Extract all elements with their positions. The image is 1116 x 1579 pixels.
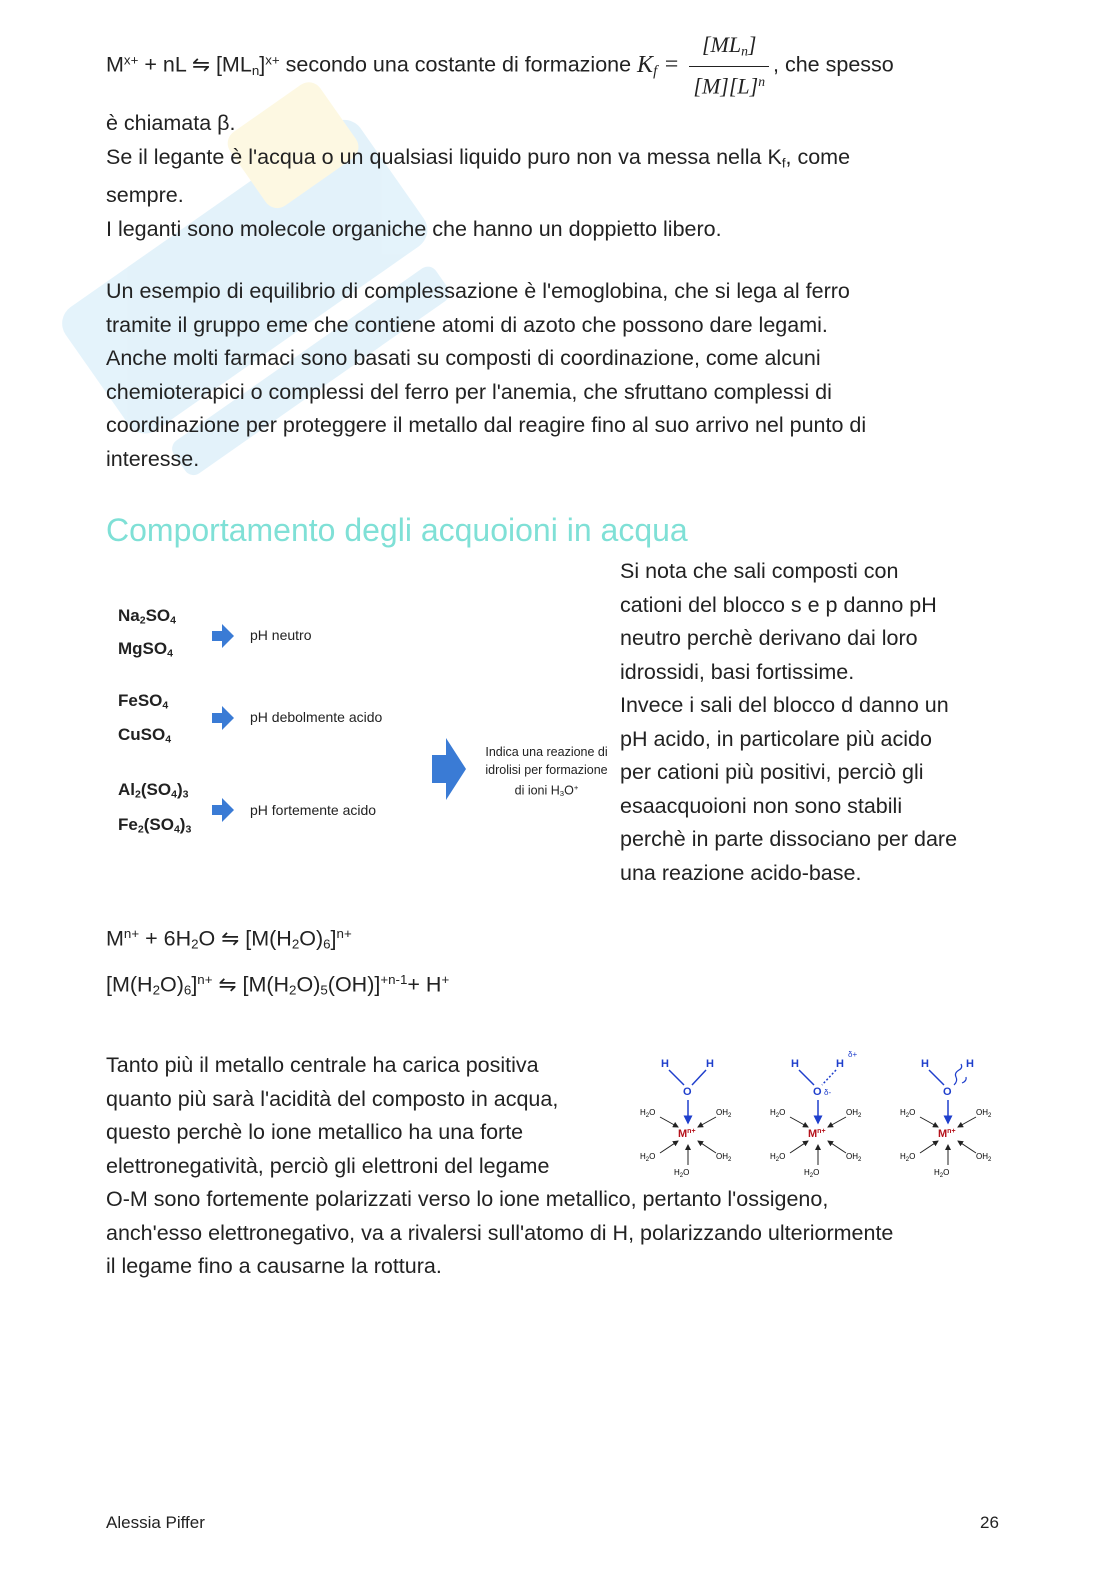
arrow-right-icon: [212, 706, 234, 730]
svg-text:H: H: [791, 1058, 799, 1070]
svg-text:OH2: $OH_2$: [716, 1152, 732, 1163]
svg-text:OH2: $OH_2$: [846, 1152, 862, 1163]
label-ph-strong-acid: pH fortemente acido: [250, 802, 377, 818]
svg-text:O: O: [943, 1086, 952, 1098]
svg-text:H2O: $H_2O$: [900, 1108, 916, 1119]
salt-fe2so43: $Fe_2(SO_4)_3$: [118, 815, 192, 836]
formation-equation-line: $M^{x+}$ + nL ⇋ $[ML_n]^{x+}$ secondo una costante di formazione $K_f$ = $\frac{[ML_n]}{[M][L]^n}$ , che spesso: [106, 30, 894, 102]
big-arrow-right-icon: [432, 738, 466, 800]
label-ph-neutral: pH neutro: [250, 627, 312, 643]
svg-text:H: H: [921, 1058, 929, 1070]
acidity-paragraph-wrap: Tanto più il metallo centrale ha carica positiva quanto più sarà l'acidità del composto in acqua, questo perchè lo ione metallico ha una forte elettronegatività, perciò gli elettroni del legame: [106, 1053, 559, 1178]
svg-text:OH2: $OH_2$: [976, 1108, 992, 1119]
svg-text:H2O: $H_2O$: [804, 1168, 820, 1179]
svg-text:H: H: [706, 1058, 714, 1070]
svg-text:δ+: δ+: [848, 1050, 858, 1059]
svg-text:OH2: $OH_2$: [976, 1152, 992, 1163]
svg-text:O: O: [683, 1086, 692, 1098]
svg-text:H2O: $H_2O$: [640, 1108, 656, 1119]
svg-text:H2O: $H_2O$: [770, 1108, 786, 1119]
hydrolysis-note: Indica una reazione di idrolisi per formazione di ioni $H_3O^+$: [485, 745, 608, 799]
complexation-paragraph: Un esempio di equilibrio di complessazione è l'emoglobina, che si lega al ferro tramite il gruppo eme che contiene atomi di azoto che possono dare legami. Anche molti farmaci sono basati su composti di coordinazione, come alcuni chemioterapici o complessi del ferro per l'anemia, che sfruttano complessi di coordinazione per proteggere il metallo dal reagire fino al suo arrivo nel punto di interesse.: [106, 279, 867, 471]
svg-text:H2O: $H_2O$: [770, 1152, 786, 1163]
svg-text:H2O: $H_2O$: [640, 1152, 656, 1163]
acidity-paragraph-full: O-M sono fortemente polarizzati verso lo ione metallico, pertanto l'ossigeno, anch'esso elettronegativo, va a rivalersi sull'atomo di H, polarizzando ulteriormente il legame fino a causarne la rottura.: [106, 1187, 894, 1278]
salt-mgso4: MgSO$_4$: [118, 639, 173, 660]
svg-text:OH2: $OH_2$: [716, 1108, 732, 1119]
salts-explanation: Si nota che sali composti con cationi del blocco s e p danno pH neutro perchè derivano dai loro idrossidi, basi fortissime. Invece i sali del blocco d danno un pH acido, in particolare più acido per cationi più positivi, perciò gli esaacquoioni non sono stabili perchè in parte dissociano per dare una reazione acido-base.: [620, 559, 958, 885]
svg-text:H2O: $H_2O$: [934, 1168, 950, 1179]
complex-diagram-1: [640, 1058, 732, 1179]
label-ph-weak-acid: pH debolmente acido: [250, 709, 383, 725]
aqua-complex-diagrams: [636, 1045, 1016, 1185]
svg-text:H2O: $H_2O$: [900, 1152, 916, 1163]
svg-text:H2O: $H_2O$: [674, 1168, 690, 1179]
svg-text:Mn+: $M^{n+}$: [938, 1128, 956, 1140]
arrow-right-icon: [212, 624, 234, 648]
salt-al2so43: $Al_2(SO_4)_3$: [118, 780, 189, 801]
svg-text:H: H: [661, 1058, 669, 1070]
kf-fraction: $\frac{[ML_n]}{[M][L]^n}$: [689, 30, 769, 102]
svg-text:H: H: [836, 1058, 844, 1070]
complex-diagram-2: [770, 1050, 862, 1179]
salt-cuso4: CuSO$_4$: [118, 725, 172, 746]
footer-author: Alessia Piffer: [106, 1513, 205, 1532]
equilibrium-arrow: ⇋: [191, 52, 210, 77]
footer-page-number: 26: [980, 1513, 999, 1532]
svg-text:δ-: δ-: [824, 1088, 832, 1097]
hydrolysis-equation: $[M(H_2O)_6]^{n+}$ ⇋ $[M(H_2O)_5(OH)]^{+n-1}+ H^+$: [106, 972, 450, 998]
complex-diagram-3: [900, 1058, 992, 1179]
svg-text:Mn+: $M^{n+}$: [808, 1128, 826, 1140]
svg-text:O: O: [813, 1086, 822, 1098]
kf-symbol: $K_f$: [637, 51, 658, 80]
salt-na2so4: $Na_2SO_4$: [118, 606, 177, 627]
arrow-right-icon: [212, 798, 234, 822]
section-heading: Comportamento degli acquoioni in acqua: [106, 512, 688, 548]
hydration-equation: $M^{n+} + 6H_2O$ ⇋ $[M(H_2O)_6]^{n+}$: [106, 926, 352, 952]
intro-text: è chiamata β. Se il legante è l'acqua o un qualsiasi liquido puro non va messa nella $K_f$, come sempre. I leganti sono molecole organiche che hanno un doppietto libero.: [106, 111, 851, 241]
salts-ph-figure: [112, 600, 618, 850]
svg-text:OH2: $OH_2$: [846, 1108, 862, 1119]
svg-text:H: H: [966, 1058, 974, 1070]
salt-feso4: FeSO$_4$: [118, 691, 169, 712]
svg-text:Mn+: $M^{n+}$: [678, 1128, 696, 1140]
